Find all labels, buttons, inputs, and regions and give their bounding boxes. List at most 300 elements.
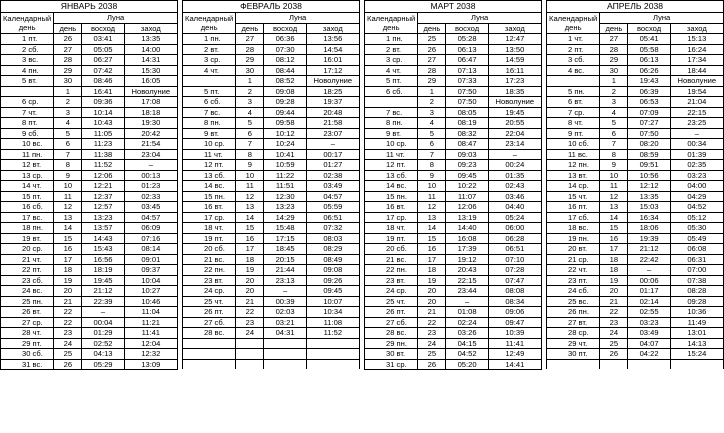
lunar-day: 17 [418, 254, 446, 265]
lunar-day: 14 [236, 212, 264, 223]
calendar-date: 2 вт. [365, 44, 418, 55]
moonset-time: 07:16 [124, 233, 177, 244]
table-row [183, 202, 360, 213]
calendar-date: 15 чт. [547, 191, 600, 202]
calendar-date: 27 вт. [547, 317, 600, 328]
moonrise-time: 16:56 [82, 254, 124, 265]
lunar-day: 14 [418, 223, 446, 234]
calendar-date: 26 пт. [365, 307, 418, 318]
calendar-date: 18 чт. [365, 223, 418, 234]
empty-cell [306, 349, 359, 360]
moonset-time: 11:52 [306, 328, 359, 339]
moonrise-time: 12:12 [628, 181, 670, 192]
lunar-day: 2 [600, 86, 628, 97]
calendar-date: 12 пн. [547, 160, 600, 171]
calendar-date: 2 вт. [183, 44, 236, 55]
moonset-time: 07:38 [670, 275, 723, 286]
moonset-time: 08:29 [306, 244, 359, 255]
table-row [1, 149, 178, 160]
moonrise-time: – [446, 296, 488, 307]
lunar-day: 9 [236, 160, 264, 171]
moonset-time: 14:41 [488, 359, 541, 370]
moonset-time: 09:08 [306, 265, 359, 276]
moonset-time: 03:23 [670, 170, 723, 181]
moonrise-time: 10:22 [446, 181, 488, 192]
lunar-day: 17 [236, 244, 264, 255]
table-row [183, 160, 360, 171]
calendar-date: 15 пн. [183, 191, 236, 202]
calendar-date: 28 вс. [183, 328, 236, 339]
moonset-time: 10:34 [306, 307, 359, 318]
calendar-date: 10 ср. [183, 139, 236, 150]
lunar-day: 7 [54, 149, 82, 160]
lunar-day: 28 [54, 55, 82, 66]
calendar-date: 14 ср. [547, 181, 600, 192]
lunar-day: 26 [54, 359, 82, 370]
moonset-time: 23:07 [306, 128, 359, 139]
lunar-day: 16 [236, 233, 264, 244]
calendar-date: 30 вт. [365, 349, 418, 360]
calendar-date: 29 пт. [1, 338, 54, 349]
table-row [183, 296, 360, 307]
empty-cell [264, 359, 306, 369]
moonrise-time: – [628, 265, 670, 276]
moonset-time: 00:24 [488, 160, 541, 171]
moonset-time: 13:35 [124, 34, 177, 45]
lunar-day: 17 [54, 254, 82, 265]
calendar-date: 11 чт. [365, 149, 418, 160]
moonrise-time: 03:23 [628, 317, 670, 328]
moonset-time: 18:35 [488, 86, 541, 97]
moonrise-time: 18:06 [628, 223, 670, 234]
calendar-date: 21 вс. [365, 254, 418, 265]
table-row [183, 118, 360, 129]
table-row [365, 97, 542, 108]
moonrise-time: 06:26 [628, 65, 670, 76]
lunar-day: 11 [54, 191, 82, 202]
lunar-day: 21 [600, 296, 628, 307]
calendar-date: 30 сб. [1, 349, 54, 360]
calendar-date: 7 вс. [365, 107, 418, 118]
lunar-day: 21 [418, 307, 446, 318]
table-row [547, 223, 724, 234]
calendar-date: 13 сб. [183, 170, 236, 181]
lunar-day: 29 [600, 55, 628, 66]
table-row [365, 65, 542, 76]
moonrise-time: 03:41 [82, 34, 124, 45]
moonset-time: 23:25 [670, 118, 723, 129]
lunar-day: 27 [236, 34, 264, 45]
lunar-day: 29 [54, 65, 82, 76]
lunar-day: 4 [600, 107, 628, 118]
moonset-time: 05:49 [670, 233, 723, 244]
table-row [547, 76, 724, 87]
table-row [183, 128, 360, 139]
moonset-time: 23:04 [124, 149, 177, 160]
moonrise-time: 08:44 [264, 65, 306, 76]
lunar-day: 22 [54, 307, 82, 318]
moonset-time: 08:14 [124, 244, 177, 255]
moonrise-time: 01:29 [82, 328, 124, 339]
lunar-day: 23 [600, 317, 628, 328]
empty-row [183, 338, 360, 349]
moonset-time: 06:09 [124, 223, 177, 234]
calendar-date: 11 вс. [547, 149, 600, 160]
moonrise-time: 09:08 [264, 86, 306, 97]
table-row [183, 86, 360, 97]
table-row [547, 34, 724, 45]
lunar-day: 10 [600, 170, 628, 181]
table-row [547, 55, 724, 66]
lunar-day: 1 [600, 76, 628, 87]
calendar-date: 1 пн. [183, 34, 236, 45]
lunar-day: 18 [418, 265, 446, 276]
moonrise-time: 05:20 [446, 359, 488, 370]
moonrise-time: 11:22 [264, 170, 306, 181]
moonrise-time: 10:56 [628, 170, 670, 181]
moonset-time: 21:04 [670, 97, 723, 108]
lunar-day: 28 [418, 65, 446, 76]
table-row [1, 349, 178, 360]
table-row [547, 254, 724, 265]
calendar-date: 21 чт. [1, 254, 54, 265]
calendar-date: 23 пт. [547, 275, 600, 286]
calendar-date: 13 ср. [1, 170, 54, 181]
empty-cell [306, 338, 359, 349]
table-row [365, 359, 542, 370]
calendar-date: 14 чт. [1, 181, 54, 192]
table-row [547, 149, 724, 160]
moonset-time: 09:26 [306, 275, 359, 286]
calendar-date: 18 чт. [183, 223, 236, 234]
empty-cell [628, 359, 670, 369]
moonrise-time: 13:23 [264, 202, 306, 213]
moonset-time: 09:01 [124, 254, 177, 265]
moonset-time: 03:46 [488, 191, 541, 202]
moonset-time: 14:13 [670, 338, 723, 349]
moonset-time: 22:15 [670, 107, 723, 118]
moonrise-header: восход [446, 23, 488, 34]
moonset-time: 11:41 [488, 338, 541, 349]
lunar-day: 25 [418, 34, 446, 45]
calendar-date: 7 чт. [1, 107, 54, 118]
table-row [547, 139, 724, 150]
calendar-date: 25 чт. [365, 296, 418, 307]
moonset-time: 05:30 [670, 223, 723, 234]
lunar-day: 21 [236, 296, 264, 307]
calendar-date: 11 чт. [183, 149, 236, 160]
empty-cell [306, 359, 359, 369]
lunar-day: 25 [54, 349, 82, 360]
moonrise-time: 13:19 [446, 212, 488, 223]
moonrise-time: 12:21 [82, 181, 124, 192]
moonrise-time: 02:52 [82, 338, 124, 349]
moonset-header: заход [488, 23, 541, 34]
table-row [183, 254, 360, 265]
table-row [183, 97, 360, 108]
moonrise-time: 12:06 [82, 170, 124, 181]
lunar-day: 8 [236, 149, 264, 160]
lunar-day: 5 [600, 118, 628, 129]
moonrise-time: 06:36 [264, 34, 306, 45]
table-row [365, 86, 542, 97]
calendar-date: 8 пт. [1, 118, 54, 129]
table-row [365, 202, 542, 213]
calendar-date: 17 сб. [547, 212, 600, 223]
calendar-date: 30 пт. [547, 349, 600, 360]
table-row [547, 349, 724, 360]
table-row [365, 212, 542, 223]
lunar-day: 12 [600, 191, 628, 202]
lunar-day: 28 [236, 44, 264, 55]
empty-cell [183, 338, 236, 349]
table-row [183, 139, 360, 150]
moonset-time: 02:38 [306, 170, 359, 181]
moonset-time: 19:54 [670, 86, 723, 97]
table-row [1, 223, 178, 234]
calendar-date: 23 сб. [1, 275, 54, 286]
moonset-time: 11:21 [124, 317, 177, 328]
moonset-time: 06:00 [488, 223, 541, 234]
moonset-time: 20:48 [306, 107, 359, 118]
moonrise-time: 21:12 [82, 286, 124, 297]
moonrise-time: 07:27 [628, 118, 670, 129]
calendar-date: 17 ср. [365, 212, 418, 223]
moonset-time: 14:54 [306, 44, 359, 55]
moonset-time: 17:23 [488, 76, 541, 87]
moonrise-time: 10:14 [82, 107, 124, 118]
calendar-date: 27 сб. [183, 317, 236, 328]
table-row [1, 55, 178, 66]
lunar-day: 28 [600, 44, 628, 55]
moonset-time: 09:06 [488, 307, 541, 318]
lunar-day: 6 [236, 128, 264, 139]
calendar-date: 16 вт. [183, 202, 236, 213]
table-row [547, 160, 724, 171]
lunar-day: 5 [236, 118, 264, 129]
table-row [1, 359, 178, 370]
moonrise-time: 06:13 [446, 44, 488, 55]
lunar-day: 22 [600, 307, 628, 318]
calendar-date: 31 ср. [365, 359, 418, 370]
moonrise-time: 04:15 [446, 338, 488, 349]
calendar-day-header-line: день [382, 23, 400, 32]
moonrise-time: 06:13 [628, 55, 670, 66]
month-title: ЯНВАРЬ 2038 [1, 1, 178, 13]
moonrise-time: 13:57 [82, 223, 124, 234]
moonrise-time: 11:38 [82, 149, 124, 160]
moonset-time: 19:37 [306, 97, 359, 108]
calendar-date: 31 вс. [1, 359, 54, 370]
moonset-time: 00:34 [670, 139, 723, 150]
table-row [365, 107, 542, 118]
lunar-day: 4 [236, 107, 264, 118]
moonrise-time: 12:57 [82, 202, 124, 213]
lunar-day: 3 [600, 97, 628, 108]
calendar-date: 13 вт. [547, 170, 600, 181]
moonrise-time: 06:27 [82, 55, 124, 66]
table-row [1, 191, 178, 202]
lunar-day: 14 [600, 212, 628, 223]
calendar-date: 22 пн. [365, 265, 418, 276]
moonset-time: 08:49 [306, 254, 359, 265]
moon-header: Луна [600, 13, 724, 24]
calendar-date: 10 сб. [547, 139, 600, 150]
moonset-time: 16:05 [124, 76, 177, 87]
moonset-time: 03:45 [124, 202, 177, 213]
lunar-day: 20 [600, 286, 628, 297]
table-row [365, 244, 542, 255]
calendar-date: 9 вт. [183, 128, 236, 139]
table-row [1, 107, 178, 118]
calendar-date: 17 вс. [1, 212, 54, 223]
moonrise-time: 09:51 [628, 160, 670, 171]
lunar-day: 27 [54, 44, 82, 55]
lunar-day: 11 [236, 181, 264, 192]
lunar-day: 15 [236, 223, 264, 234]
lunar-day: 29 [236, 55, 264, 66]
lunar-day: 12 [236, 191, 264, 202]
lunar-day: 9 [54, 170, 82, 181]
moonset-time: 16:01 [306, 55, 359, 66]
lunar-day: 10 [418, 181, 446, 192]
calendar-date: 7 ср. [547, 107, 600, 118]
calendar-date: 24 сб. [547, 286, 600, 297]
calendar-date: 6 сб. [365, 86, 418, 97]
table-row [1, 76, 178, 87]
moonset-time: 05:24 [488, 212, 541, 223]
moonrise-time: 23:13 [264, 275, 306, 286]
table-row [365, 139, 542, 150]
table-row [1, 170, 178, 181]
moonrise-time: 04:31 [264, 328, 306, 339]
moonset-time: 08:03 [306, 233, 359, 244]
moonrise-time: 06:39 [628, 86, 670, 97]
table-row [1, 97, 178, 108]
table-row [1, 244, 178, 255]
moonrise-time: 07:42 [82, 65, 124, 76]
moonrise-time: 05:29 [82, 359, 124, 370]
lunar-day: 1 [54, 86, 82, 97]
moonset-time: 22:04 [488, 128, 541, 139]
table-row [183, 223, 360, 234]
table-row [547, 338, 724, 349]
moonset-time: 05:59 [306, 202, 359, 213]
lunar-day: 23 [54, 328, 82, 339]
moonset-time: 01:27 [306, 160, 359, 171]
moonrise-time: 15:43 [82, 244, 124, 255]
moonrise-time: 15:03 [628, 202, 670, 213]
moonset-time: 17:08 [124, 97, 177, 108]
calendar-date: 17 ср. [183, 212, 236, 223]
calendar-day-header [183, 13, 236, 34]
lunar-day: 30 [236, 65, 264, 76]
calendar-date: 15 пн. [365, 191, 418, 202]
table-row [365, 160, 542, 171]
moonset-time: 10:39 [488, 328, 541, 339]
moonrise-time: 12:30 [264, 191, 306, 202]
table-row [547, 265, 724, 276]
lunar-day: 9 [418, 170, 446, 181]
table-row [365, 118, 542, 129]
moonset-time: 01:35 [488, 170, 541, 181]
moonset-time: 15:13 [670, 34, 723, 45]
lunar-day: 1 [236, 76, 264, 87]
empty-cell [264, 349, 306, 360]
table-row [365, 55, 542, 66]
moonset-time: 10:27 [124, 286, 177, 297]
moonset-time: 12:32 [124, 349, 177, 360]
calendar-date: 28 вс. [365, 328, 418, 339]
lunar-day: 20 [54, 286, 82, 297]
calendar-date: 9 пт. [547, 128, 600, 139]
table-row [365, 338, 542, 349]
moonset-time: 06:51 [488, 244, 541, 255]
moonrise-time: 07:50 [446, 97, 488, 108]
lunar-day: 29 [418, 76, 446, 87]
table-row [547, 44, 724, 55]
calendar-date: 24 ср. [365, 286, 418, 297]
table-row [547, 107, 724, 118]
table-row [183, 191, 360, 202]
lunar-day: 19 [236, 265, 264, 276]
moonset-time: 10:07 [306, 296, 359, 307]
calendar-date: 29 чт. [547, 338, 600, 349]
moonrise-time: 20:43 [446, 265, 488, 276]
lunar-day: 20 [418, 296, 446, 307]
moonrise-time: 09:03 [446, 149, 488, 160]
moonrise-time: 08:05 [446, 107, 488, 118]
calendar-date: 8 чт. [547, 118, 600, 129]
calendar-day-header-line: день [200, 23, 218, 32]
moonrise-time: 16:34 [628, 212, 670, 223]
moonset-time: 12:04 [124, 338, 177, 349]
month-table [182, 0, 360, 369]
calendar-date: 27 ср. [1, 317, 54, 328]
moonset-time: 04:57 [124, 212, 177, 223]
moonrise-time: 13:35 [628, 191, 670, 202]
table-row [365, 149, 542, 160]
moonset-time: 04:57 [306, 191, 359, 202]
moonset-time: 20:42 [124, 128, 177, 139]
table-row [183, 149, 360, 160]
table-row [365, 307, 542, 318]
lunar-day: 26 [418, 359, 446, 370]
moonrise-time: 16:41 [82, 86, 124, 97]
moonrise-time: 11:07 [446, 191, 488, 202]
table-row [1, 233, 178, 244]
moonset-time: 06:51 [306, 212, 359, 223]
moonset-time: 07:00 [670, 265, 723, 276]
calendar-date: 13 сб. [365, 170, 418, 181]
lunar-day: 24 [54, 338, 82, 349]
moonset-time: 11:08 [306, 317, 359, 328]
lunar-day-header: день [418, 23, 446, 34]
calendar-date: 28 чт. [1, 328, 54, 339]
lunar-day: 3 [236, 97, 264, 108]
lunar-day: 20 [236, 286, 264, 297]
lunar-day: 7 [600, 139, 628, 150]
calendar-date: 23 вт. [365, 275, 418, 286]
moonset-time: 13:09 [124, 359, 177, 370]
calendar-date: 18 вс. [547, 223, 600, 234]
moonset-time: 07:47 [488, 275, 541, 286]
lunar-day: 13 [236, 202, 264, 213]
calendar-date: 1 пт. [1, 34, 54, 45]
moonset-time: 16:24 [670, 44, 723, 55]
calendar-date: 12 пт. [183, 160, 236, 171]
moonrise-time: 02:55 [628, 307, 670, 318]
